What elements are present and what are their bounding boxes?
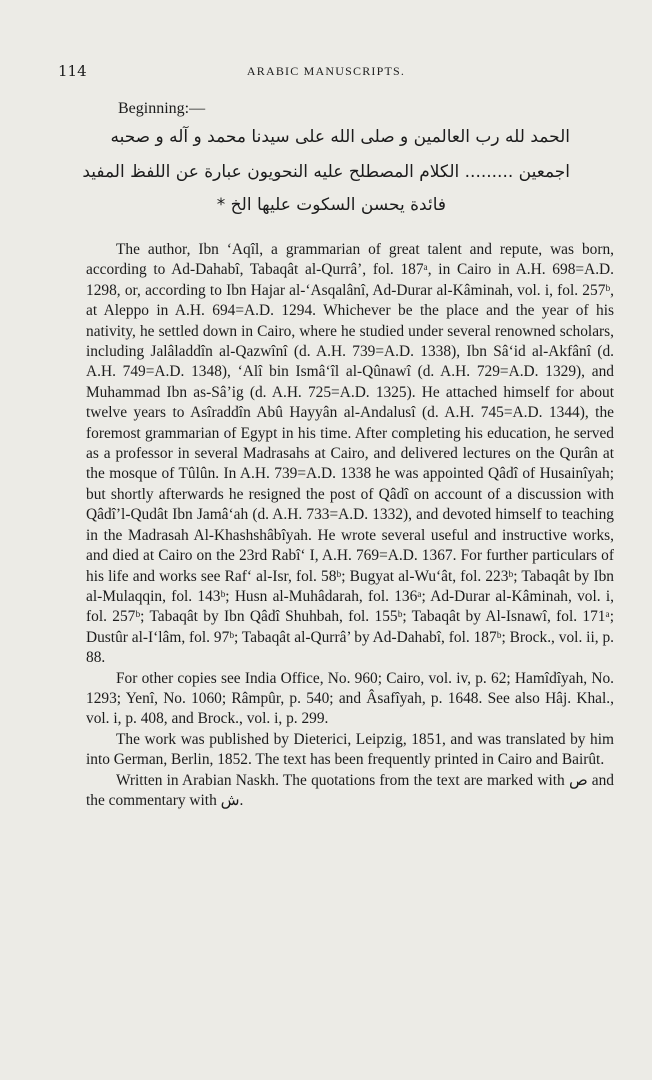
beginning-label: Beginning:— [118, 100, 206, 117]
body-text [86, 240, 614, 811]
running-title: ARABIC MANUSCRIPTS. [246, 64, 406, 78]
arabic-quote-line-1: الحمد لله رب العالمين و صلى الله على سيدنا محمد و آله و صحبه [110, 127, 570, 147]
paragraph-script-note: Written in Arabian Naskh. The quotations from the text are marked with ص and the commentary with ش. [86, 771, 615, 809]
arabic-quote-line-3: فائدة يحسن السكوت عليها الخ * [216, 195, 446, 215]
paragraph-publication: The work was published by Dieterici, Leipzig, 1851, and was translated by him into German, Berlin, 1852. The text has been frequently printed in Cairo and Bairût. [86, 730, 614, 769]
page-number: 114 [58, 62, 87, 80]
paragraph-other-copies: For other copies see India Office, No. 960; Cairo, vol. iv, p. 62; Hamîdîyah, No. 1293; Yenî, No. 1060; Râmpûr, p. 540; and Âsafîyah, p. 1648. See also Hâj. Khal., vol. i, p. 408, and Brock., vol. i, p. 299. [86, 669, 614, 728]
arabic-quote-line-2: اجمعين ......... الكلام المصطلح عليه النحويون عبارة عن اللفظ المفيد [82, 162, 570, 182]
paragraph-author-bio: The author, Ibn ‘Aqîl, a grammarian of great talent and repute, was born, according to Ad-Dahabî, Tabaqât al-Qurrâ’, fol. 187ᵃ, in Cairo in A.H. 698=A.D. 1298, or, according to Ibn Hajar al-‘Asqalânî, Ad-Durar al-Kâminah, vol. i, fol. 257ᵇ, at Aleppo in A.H. 694=A.D. 1294. Whichever be the place and the year of his nativity, he settled down in Cairo, where he studied under several renowned scholars, including Jalâladdîn al-Qazwînî (d. A.H. 739=A.D. 1338), Ibn Sâ‘id al-Akfânî (d. A.H. 749=A.D. 1348), ‘Alî bin Ismâ‘îl al-Qûnawî (d. A.H. 729=A.D. 1329), and Muhammad Ibn as-Sâ’ig (d. A.H. 725=A.D. 1325). He attached himself for about twelve years to Asîraddîn Abû Hayyân al-Andalusî (d. A.H. 745=A.D. 1344), the foremost grammarian of Egypt in his time. After completing his education, he served as a professor in several Madrasahs at Cairo, and delivered lectures on the Qurân at the mosque of Tûlûn. In A.H. 739=A.D. 1338 he was appointed Qâdî of Husainîyah; but shortly afterwards he resigned the post of Qâdî on account of a discussion with Qâdî’l-Qudât Ibn Jamâ‘ah (d. A.H. 733=A.D. 1332), and devoted himself to teaching in the Madrasah Al-Khashshâbîyah. He wrote several useful and instructive works, and died at Cairo on the 23rd Rabî‘ I, A.H. 769=A.D. 1367. For further particulars of his life and works see Raf‘ al-Isr, fol. 58ᵇ; Bugyat al-Wu‘ât, fol. 223ᵇ; Tabaqât by Ibn al-Mulaqqin, fol. 143ᵇ; Husn al-Muhâdarah, fol. 136ᵃ; Ad-Durar al-Kâminah, vol. i, fol. 257ᵇ; Tabaqât by Ibn Qâdî Shuhbah, fol. 155ᵇ; Tabaqât by Al-Isnawî, fol. 171ᵃ; Dustûr al-I‘lâm, fol. 97ᵇ; Tabaqât al-Qurrâ’ by Ad-Dahabî, fol. 187ᵇ; Brock., vol. ii, p. 88. [86, 241, 614, 667]
